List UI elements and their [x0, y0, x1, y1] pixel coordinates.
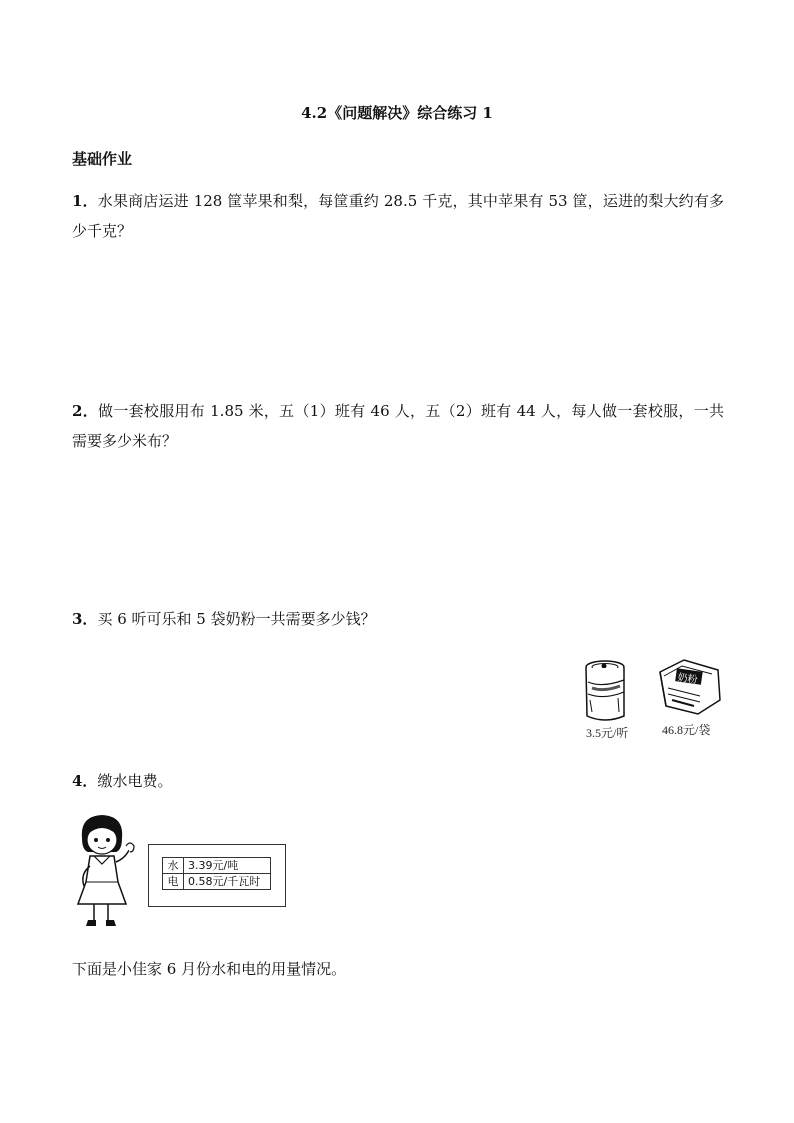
question-text: 水果商店运进 128 筐苹果和梨，每筐重约 28.5 千克，其中苹果有 53 筐，运进的梨大约有多少千克？ [72, 192, 725, 240]
question-4 [72, 766, 724, 796]
question-2 [72, 396, 724, 456]
question-number: 1． [72, 192, 98, 210]
table-row [163, 874, 271, 890]
utility-rate-table [162, 857, 271, 890]
rate-price-electricity: 0.58元/千瓦时 [184, 874, 271, 890]
rate-price-water: 3.39元/吨 [184, 858, 271, 874]
girl-illustration [72, 812, 148, 932]
question-text: 缴水电费。 [97, 772, 173, 790]
question-3 [72, 604, 724, 634]
table-row [163, 858, 271, 874]
question-number: 2． [72, 402, 99, 420]
cola-can-illustration [582, 658, 632, 724]
question-text: 做一套校服用布 1.85 米，五（1）班有 46 人，五（2）班有 44 人，每人做一套校服，一共需要多少米布？ [72, 402, 724, 450]
question-number: 3． [72, 610, 98, 628]
question-text: 买 6 听可乐和 5 袋奶粉一共需要多少钱？ [97, 610, 376, 628]
section-heading: 基础作业 [72, 150, 133, 168]
rate-item-water: 水 [163, 858, 184, 874]
question-1 [72, 186, 724, 246]
bag-label-text: 奶粉 [676, 672, 699, 687]
rate-item-electricity: 电 [163, 874, 184, 890]
page-title: 4.2《问题解决》综合练习 1 [301, 104, 493, 122]
question-number: 4． [72, 772, 98, 790]
milk-powder-bag-illustration [656, 658, 728, 718]
utility-rate-box [148, 844, 286, 907]
usage-intro-text: 下面是小佳家 6 月份水和电的用量情况。 [72, 960, 347, 978]
cola-price-label: 3.5元/听 [586, 726, 629, 740]
milk-powder-price-label: 46.8元/袋 [662, 723, 711, 737]
